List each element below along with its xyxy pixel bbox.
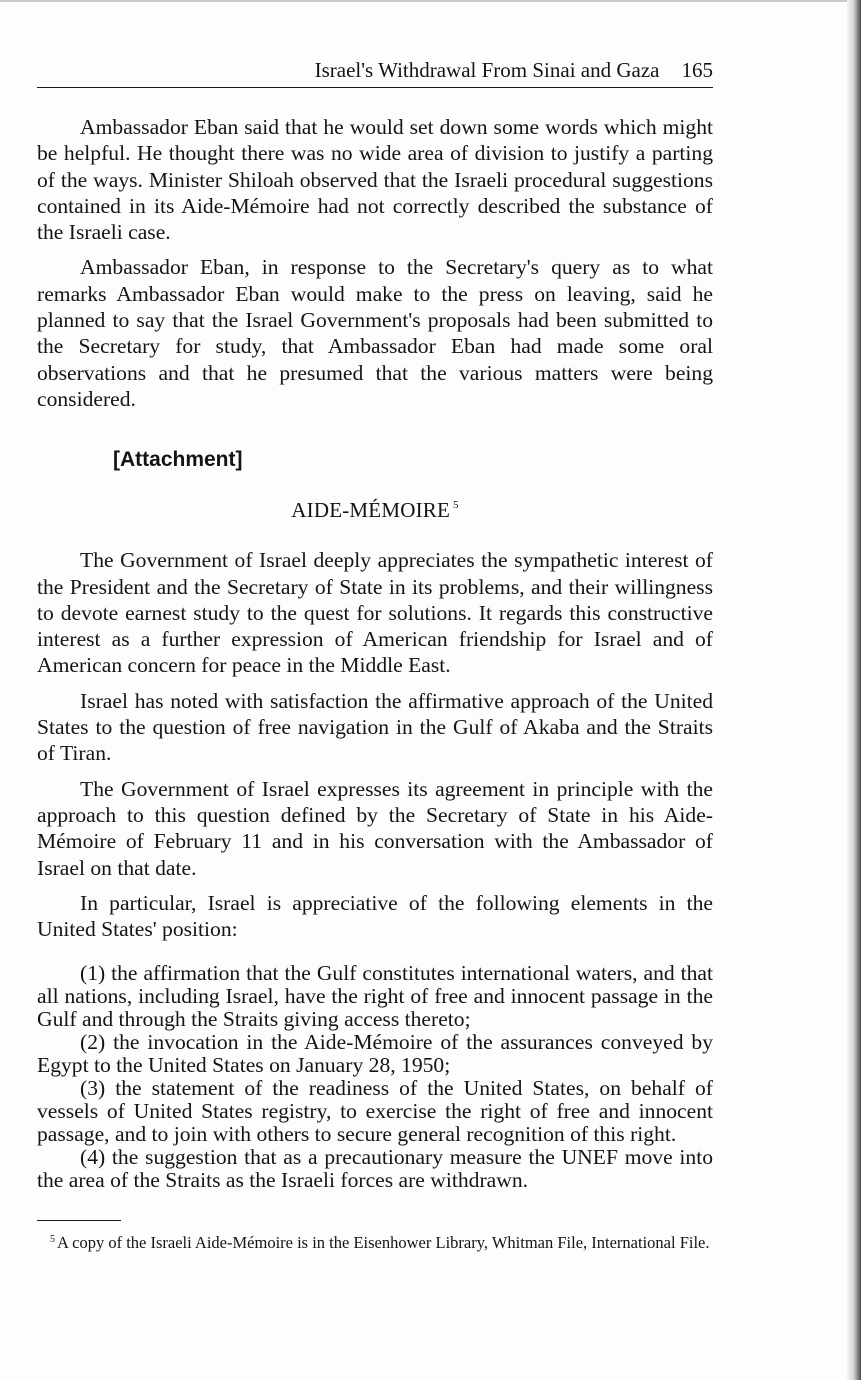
attachment-heading: [Attachment] xyxy=(113,448,243,472)
elements-list xyxy=(37,962,713,1192)
page-top-edge xyxy=(0,0,861,2)
aide-memoire-title-text: AIDE-MÉMOIRE xyxy=(291,498,450,523)
running-header-title: Israel's Withdrawal From Sinai and Gaza xyxy=(314,58,660,82)
body-paragraph: Ambassador Eban, in response to the Secretary's query as to what remarks Ambassador Eban would make to the press on leaving, said he planned to say that the Israel Government's proposals had been submitted to the Secretary for study, that Ambassador Eban had made some oral observations and that he presumed that the various matters were being considered. xyxy=(37,255,713,411)
aide-memoire-title xyxy=(37,498,713,523)
memo-paragraph: The Government of Israel expresses its agreement in principle with the approach to this question defined by the Secretary of State in his Aide-Mémoire of February 11 and in his conversation with the Ambassador of Israel on that date. xyxy=(37,776,713,880)
running-header xyxy=(37,58,713,88)
page-number: 165 xyxy=(681,58,713,82)
footnote-text: A copy of the Israeli Aide-Mémoire is in the Eisenhower Library, Whitman File, International File. xyxy=(57,1233,710,1253)
document-page xyxy=(37,58,713,1253)
list-item: (3) the statement of the readiness of the United States, on behalf of vessels of United States registry, to exercise the right of free and innocent passage, and to join with others to secure general recognition of this right. xyxy=(37,1076,713,1147)
footnote-number: 5 xyxy=(50,1234,55,1246)
list-item: (1) the affirmation that the Gulf constitutes international waters, and that all nations, including Israel, have the right of free and innocent passage in the Gulf and through the Straits giving access thereto; xyxy=(37,961,713,1032)
footnote-reference: 5 xyxy=(453,499,459,512)
footnote xyxy=(37,1229,713,1253)
memo-paragraph: Israel has noted with satisfaction the affirmative approach of the United States to the question of free navigation in the Gulf of Akaba and the Straits of Tiran. xyxy=(37,688,713,766)
list-item: (4) the suggestion that as a precautionary measure the UNEF move into the area of the Straits as the Israeli forces are withdrawn. xyxy=(37,1145,713,1193)
list-item: (2) the invocation in the Aide-Mémoire of the assurances conveyed by Egypt to the United States on January 28, 1950; xyxy=(37,1030,713,1078)
body-paragraph: Ambassador Eban said that he would set down some words which might be helpful. He thought there was no wide area of division to justify a parting of the ways. Minister Shiloah observed that the Israeli procedural suggestions contained in its Aide-Mémoire had not correctly described the substance of the Israeli case. xyxy=(37,115,713,245)
footnote-divider xyxy=(37,1220,121,1221)
memo-paragraph: The Government of Israel deeply appreciates the sympathetic interest of the President and the Secretary of State in its problems, and their willingness to devote earnest study to the quest for solutions. It regards this constructive interest as a further expression of American friendship for Israel and of American concern for peace in the Middle East. xyxy=(37,548,713,678)
page-binding-edge xyxy=(847,0,861,1380)
memo-paragraph: In particular, Israel is appreciative of the following elements in the United States' position: xyxy=(37,890,713,942)
